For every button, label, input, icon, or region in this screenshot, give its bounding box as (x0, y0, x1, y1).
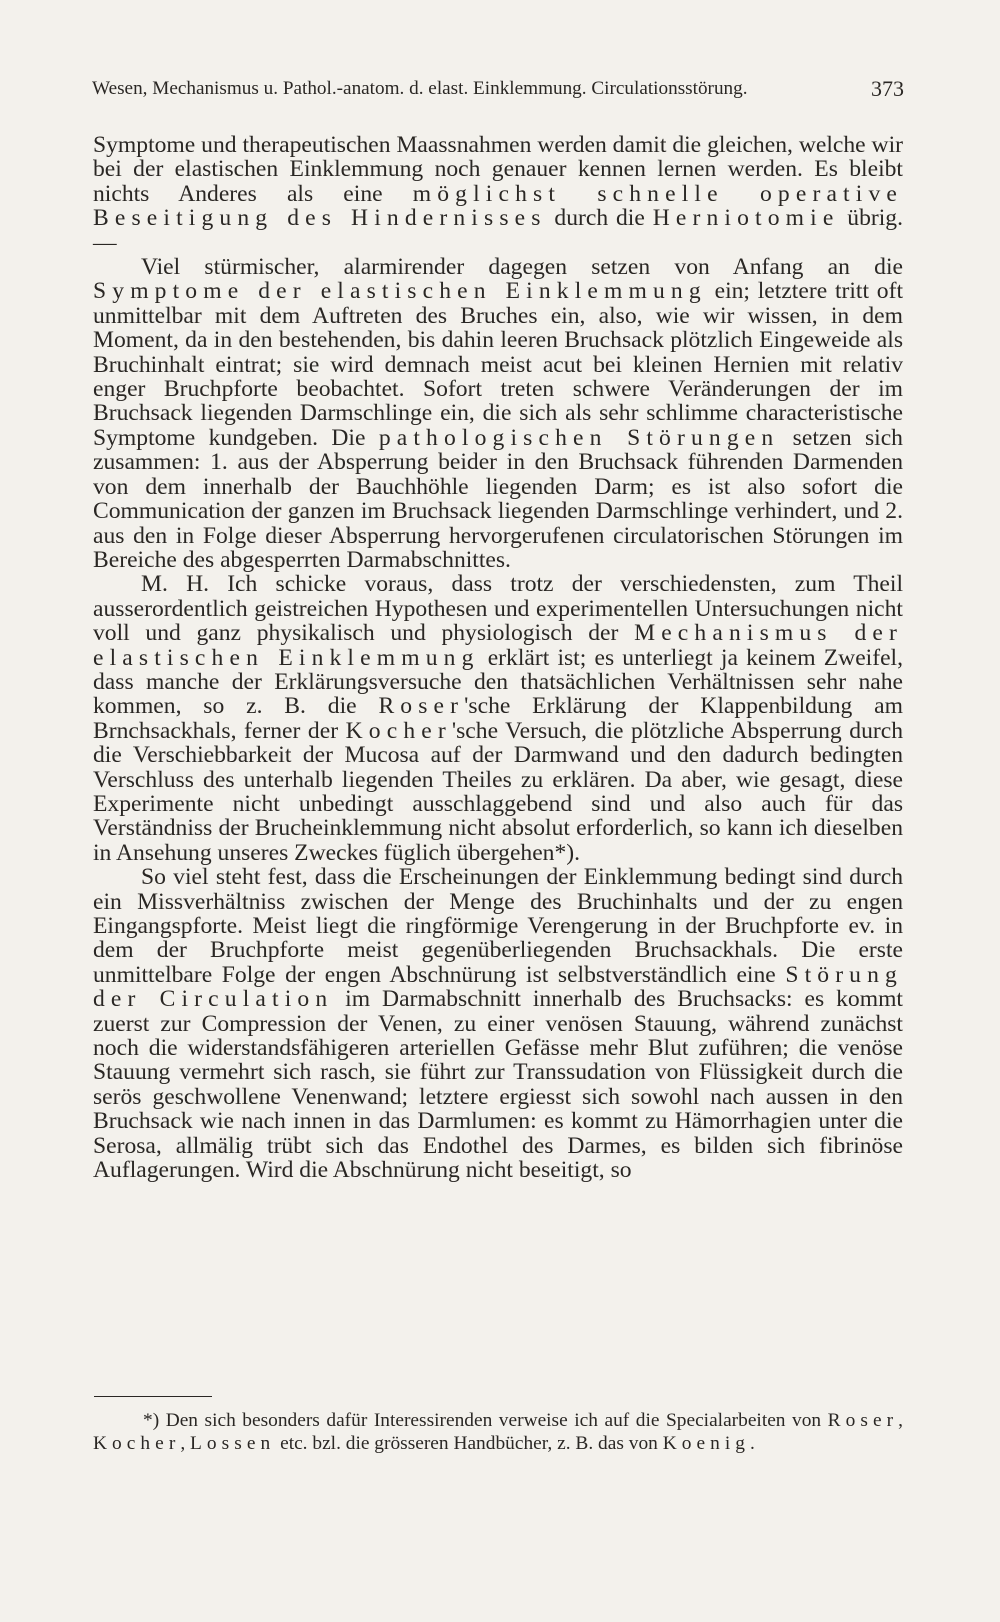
spaced-emphasis: Störung der Circulation (93, 961, 903, 1013)
running-head-title: Wesen, Mechanismus u. Pathol.-anatom. d. elast. Einklemmung. Circulationsstörung. (92, 78, 748, 99)
running-head (92, 76, 904, 102)
text-run: Viel stürmischer, alarmirender dagegen setzen von Anfang an die (141, 254, 903, 281)
text-run: , (898, 1410, 903, 1431)
text-run: im Darmabschnitt innerhalb des Bruchsacks: es kommt zuerst zur Compression der Venen, zu einer venösen Stauung, während zunächst noch die widerstandsfähigeren arteriellen Gefässe mehr Blut zuführen; die venöse Stauung vermehrt sich rasch, sie führt zur Transsudation von Flüssigkeit durch die serös geschwollene Venenwand; letztere ergiesst sich sowohl nach aussen in den Bruchsack wie nach innen in das Darmlumen: es kommt zu Hämorrhagien unter die Serosa, allmälig trübt sich das Endothel des Darmes, es bilden sich fibrinöse Auflagerungen. Wird die Abschnürung nicht beseitigt, so (93, 986, 903, 1184)
footnotes (93, 1410, 903, 1455)
spaced-emphasis: Mechanismus der elastischen Einklemmung (93, 620, 903, 671)
body-paragraph (93, 255, 903, 572)
text-run: , (180, 1432, 191, 1454)
page-number: 373 (871, 76, 904, 101)
text-run: . (750, 1432, 755, 1454)
body-paragraph (93, 133, 903, 255)
text-run: etc. bzl. die grösseren Handbücher, z. B. das von (275, 1432, 663, 1454)
spaced-emphasis: Symptome der elastischen Einklemmung (93, 278, 707, 305)
text-run: Symptome und therapeutischen Maassnahmen werden damit die gleichen, welche wir bei der elastischen Einklemmung noch genauer kennen lernen werden. Es bleibt nichts Anderes als eine (93, 132, 903, 207)
body-text (93, 133, 903, 1182)
text-run: erklärt ist; es unterliegt ja keinem Zweifel, dass manche der Erklärungsversuche den thatsächlichen Verhältnissen sehr nahe kommen, so z. B. die (93, 644, 903, 720)
text-run: ein; letztere tritt oft unmittelbar mit dem Auftreten des Bruches ein, also, wie wir wissen, in dem Moment, da in den bestehenden, bis dahin leeren Bruchsack plötzlich Eingeweide als Bruchinhalt eintrat; sie wird demnach meist acut bei kleinen Hernien mit relativ enger Bruchpforte beobachtet. Sofort treten schwere Veränderungen der im Bruchsack liegenden Darmschlinge ein, die sich als sehr schlimme characteristische Symptome kundgeben. Die (93, 278, 904, 451)
spaced-emphasis: Roser (827, 1410, 899, 1431)
text-run: durch die (546, 205, 653, 232)
spaced-emphasis: pathologischen Störungen (378, 424, 780, 451)
spaced-emphasis: Herniotomie (652, 205, 840, 232)
text-run: 'sche Versuch, die plötzliche Absperrung durch die Verschiebbarkeit der Mucosa auf der Darmwand und den dadurch bedingten Verschluss des unterhalb liegenden Theiles zu erklären. Da aber, wie gesagt, diese Experimente nicht unbedingt ausschlaggebend sind und also auch für das Verständniss der Brucheinklemmung nicht absolut erforderlich, so kann ich dieselben in Ansehung unseres Zweckes füglich übergehen*). (93, 717, 904, 866)
spaced-emphasis: Lossen (190, 1432, 276, 1454)
spaced-emphasis: Kocher (345, 717, 452, 744)
text-run: *) Den sich besonders dafür Interessirenden verweise ich auf die Specialarbeiten von (143, 1410, 828, 1431)
body-paragraph (93, 865, 903, 1182)
text-run: 'sche Erklärung der Klappenbildung am Brnchsackhals, ferner der (93, 693, 903, 744)
spaced-emphasis: Kocher (93, 1432, 181, 1454)
spaced-emphasis: Koenig (662, 1432, 751, 1454)
text-run: übrig. — (93, 205, 903, 256)
spaced-emphasis: möglichst schnelle operative Beseitigung des Hindernisses (93, 180, 903, 232)
body-paragraph (93, 572, 903, 865)
footnote-rule (94, 1396, 212, 1397)
text-run: M. H. Ich schicke voraus, dass trotz der verschiedensten, zum Theil ausserordentlich geistreichen Hypothesen und experimentellen Untersuchungen nicht voll und ganz physikalisch und physiologisch der (93, 571, 903, 647)
text-run: So viel steht fest, dass die Erscheinungen der Einklemmung bedingt sind durch ein Missverhältniss zwischen der Menge des Bruchinhalts und der zu engen Eingangspforte. Meist liegt die ringförmige Verengerung in der Bruchpforte ev. in dem der Bruchpforte meist gegenüberliegenden Bruchsackhals. Die erste unmittelbare Folge der engen Abschnürung ist selbstverständlich eine (93, 864, 903, 988)
footnote (93, 1410, 903, 1455)
text-run: setzen sich zusammen: 1. aus der Absperrung beider in den Bruchsack führenden Darmenden von dem innerhalb der Bauchhöhle liegenden Darm; es ist also sofort die Communication der ganzen im Bruchsack liegenden Darmschlinge verhindert, und 2. aus den in Folge dieser Absperrung hervorgerufenen circulatorischen Störungen im Bereiche des abgesperrten Darmabschnittes. (93, 424, 903, 573)
spaced-emphasis: Roser (378, 693, 465, 720)
